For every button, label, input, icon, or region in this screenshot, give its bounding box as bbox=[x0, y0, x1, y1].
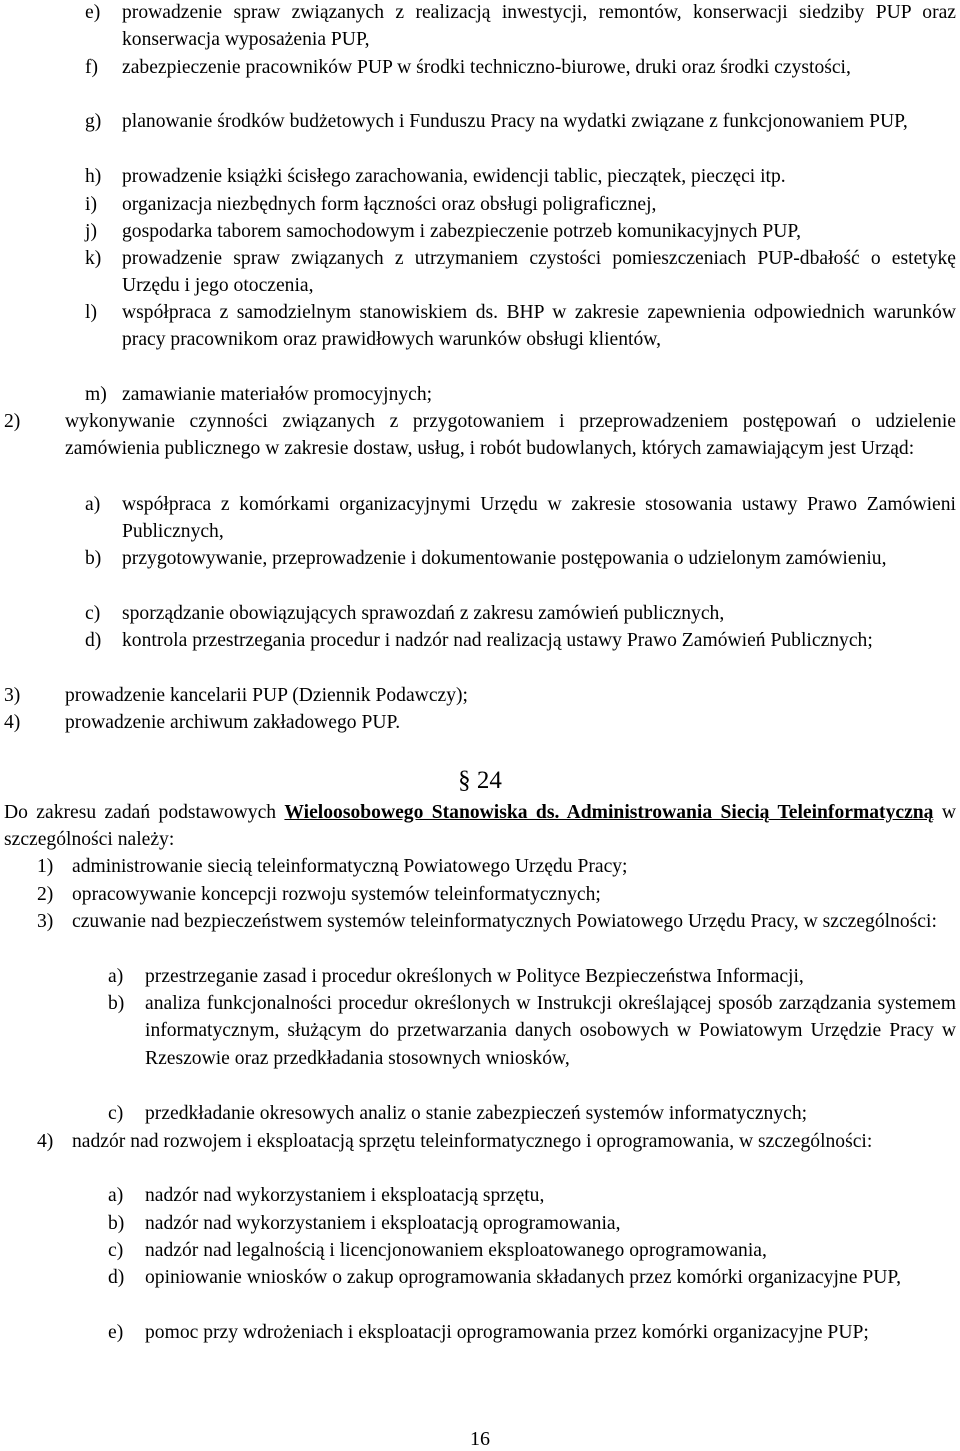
item-text: prowadzenie kancelarii PUP (Dziennik Podawczy); bbox=[65, 685, 468, 706]
item-label: e) bbox=[108, 1322, 124, 1343]
item-text: zamawianie materiałów promocyjnych; bbox=[122, 384, 433, 405]
item-text: opiniowanie wniosków o zakup oprogramowania składanych przez komórki organizacyjne PUP, bbox=[145, 1267, 901, 1288]
item-text: współpraca z samodzielnym stanowiskiem ds. BHP w zakresie zapewnienia odpowiednich warunków pracy pracownikom oraz prawidłowych warunków obsługi klientów, bbox=[122, 302, 956, 351]
list-item bbox=[85, 0, 956, 54]
list-item bbox=[37, 853, 956, 880]
intro-text-end: w szczególności należy: bbox=[4, 802, 956, 851]
item-label: a) bbox=[108, 1185, 124, 1206]
item-text: prowadzenie spraw związanych z utrzymaniem czystości pomieszczeniach PUP-dbałość o estetykę Urzędu i jego otoczenia, bbox=[122, 248, 956, 297]
list-item bbox=[108, 1182, 956, 1209]
list-item bbox=[108, 1237, 956, 1264]
item-label: b) bbox=[85, 548, 102, 569]
item-text: opracowywanie koncepcji rozwoju systemów teleinformatycznych; bbox=[72, 884, 601, 905]
list-item bbox=[85, 108, 956, 135]
item-text: nadzór nad wykorzystaniem i eksploatacją oprogramowania, bbox=[145, 1213, 621, 1234]
item-label: m) bbox=[85, 384, 107, 405]
item-label: a) bbox=[108, 966, 124, 987]
item-label: 2) bbox=[4, 411, 21, 432]
item-label: d) bbox=[85, 630, 102, 651]
item-text: analiza funkcjonalności procedur określonych w Instrukcji określającej sposób zarządzania systemem informatycznym, służącym do przetwarzania danych osobowych w Powiatowym Urzędzie Pracy w Rzeszowie oraz przedkładania stosownych wniosków, bbox=[145, 993, 956, 1069]
item-label: d) bbox=[108, 1267, 125, 1288]
item-text: gospodarka taborem samochodowym i zabezpieczenie potrzeb komunikacyjnych PUP, bbox=[122, 221, 802, 242]
list-item bbox=[4, 709, 956, 736]
intro-text: Do zakresu zadań podstawowych bbox=[4, 802, 285, 823]
item-text: przedkładanie okresowych analiz o stanie zabezpieczeń systemów informatycznych; bbox=[145, 1103, 808, 1124]
item-text: wykonywanie czynności związanych z przygotowaniem i przeprowadzeniem postępowań o udzielenie zamówienia publicznego w zakresie dostaw, usług, i robót budowlanych, których zamawiającym jest Urząd: bbox=[65, 411, 956, 460]
list-item bbox=[85, 54, 956, 81]
item-text: nadzór nad wykorzystaniem i eksploatacją sprzętu, bbox=[145, 1185, 545, 1206]
item-label: 2) bbox=[37, 884, 54, 905]
item-label: c) bbox=[108, 1103, 124, 1124]
list-item bbox=[85, 491, 956, 546]
list-item bbox=[37, 908, 956, 935]
item-label: h) bbox=[85, 166, 102, 187]
list-item bbox=[108, 990, 956, 1072]
item-text: współpraca z komórkami organizacyjnymi Urzędu w zakresie stosowania ustawy Prawo Zamówieni Publicznych, bbox=[122, 494, 956, 543]
item-text: sporządzanie obowiązujących sprawozdań z zakresu zamówień publicznych, bbox=[122, 603, 725, 624]
item-label: g) bbox=[85, 111, 102, 132]
item-label: e) bbox=[85, 2, 101, 23]
list-item bbox=[4, 682, 956, 709]
list-item bbox=[108, 1264, 956, 1291]
item-text: pomoc przy wdrożeniach i eksploatacji oprogramowania przez komórki organizacyjne PUP; bbox=[145, 1322, 869, 1343]
item-text: planowanie środków budżetowych i Funduszu Pracy na wydatki związane z funkcjonowaniem PUP, bbox=[122, 111, 908, 132]
list-item bbox=[4, 408, 956, 463]
list-item bbox=[85, 191, 956, 218]
item-label: i) bbox=[85, 194, 97, 215]
section-intro bbox=[4, 799, 956, 854]
item-text: nadzór nad rozwojem i eksploatacją sprzętu teleinformatycznego i oprogramowania, w szczególności: bbox=[72, 1131, 873, 1152]
item-text: kontrola przestrzegania procedur i nadzór nad realizacją ustawy Prawo Zamówień Publicznych; bbox=[122, 630, 873, 651]
item-label: f) bbox=[85, 57, 99, 78]
item-label: 4) bbox=[37, 1131, 54, 1152]
list-item bbox=[85, 245, 956, 300]
item-text: prowadzenie spraw związanych z realizacją inwestycji, remontów, konserwacji siedziby PUP oraz konserwacja wyposażenia PUP, bbox=[122, 2, 956, 51]
page-number: 16 bbox=[470, 1428, 490, 1450]
item-text: przestrzeganie zasad i procedur określonych w Polityce Bezpieczeństwa Informacji, bbox=[145, 966, 804, 987]
item-label: k) bbox=[85, 248, 102, 269]
list-item bbox=[108, 963, 956, 990]
item-label: b) bbox=[108, 993, 125, 1014]
item-label: 1) bbox=[37, 856, 54, 877]
item-text: zabezpieczenie pracowników PUP w środki techniczno-biurowe, druki oraz środki czystości, bbox=[122, 57, 851, 78]
item-label: b) bbox=[108, 1213, 125, 1234]
list-item bbox=[85, 627, 956, 654]
item-label: 4) bbox=[4, 712, 21, 733]
list-item bbox=[85, 545, 956, 572]
item-text: prowadzenie archiwum zakładowego PUP. bbox=[65, 712, 401, 733]
item-label: j) bbox=[85, 221, 97, 242]
item-text: przygotowywanie, przeprowadzenie i dokumentowanie postępowania o udzielonym zamówieniu, bbox=[122, 548, 887, 569]
item-text: prowadzenie książki ścisłego zarachowania, ewidencji tablic, pieczątek, pieczęci itp. bbox=[122, 166, 786, 187]
item-label: 3) bbox=[37, 911, 54, 932]
item-text: administrowanie siecią teleinformatyczną Powiatowego Urzędu Pracy; bbox=[72, 856, 628, 877]
position-name: Wieloosobowego Stanowiska ds. Administrowania Siecią Teleinformatyczną bbox=[284, 802, 934, 823]
list-item bbox=[108, 1210, 956, 1237]
list-item bbox=[85, 381, 956, 408]
list-item bbox=[108, 1319, 956, 1346]
list-item bbox=[85, 163, 956, 190]
list-item bbox=[37, 1128, 956, 1155]
item-text: organizacja niezbędnych form łączności oraz obsługi poligraficznej, bbox=[122, 194, 657, 215]
item-label: 3) bbox=[4, 685, 21, 706]
item-text: nadzór nad legalnością i licencjonowaniem eksploatowanego oprogramowania, bbox=[145, 1240, 767, 1261]
item-label: l) bbox=[85, 302, 97, 323]
item-label: a) bbox=[85, 494, 101, 515]
list-item bbox=[37, 881, 956, 908]
list-item bbox=[85, 600, 956, 627]
item-text: czuwanie nad bezpieczeństwem systemów teleinformatycznych Powiatowego Urzędu Pracy, w szczególności: bbox=[72, 911, 937, 932]
section-heading: § 24 bbox=[458, 767, 502, 794]
list-item bbox=[85, 218, 956, 245]
item-label: c) bbox=[108, 1240, 124, 1261]
item-label: c) bbox=[85, 603, 101, 624]
list-item bbox=[108, 1100, 956, 1127]
list-item bbox=[85, 299, 956, 354]
